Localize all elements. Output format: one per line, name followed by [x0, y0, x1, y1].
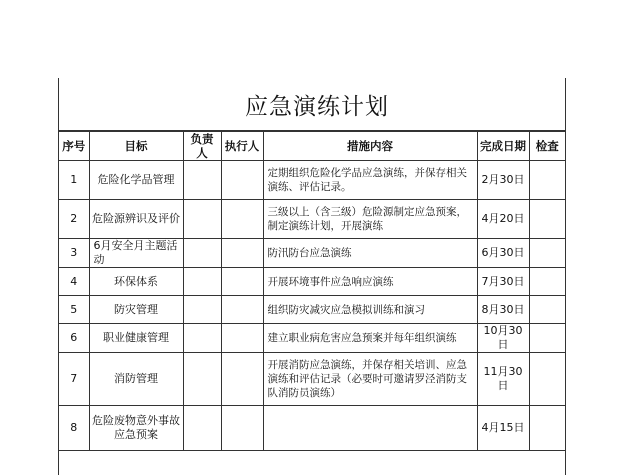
- cell-check[interactable]: [529, 353, 565, 406]
- cell-executor[interactable]: [221, 353, 263, 406]
- cell-executor[interactable]: [221, 268, 263, 296]
- cell-seq: 5: [59, 296, 89, 324]
- cell-executor[interactable]: [221, 324, 263, 353]
- cell-due: 6月30日: [477, 239, 529, 268]
- cell-measures: 开展环境事件应急响应演练: [263, 268, 477, 296]
- table-row: [59, 268, 565, 296]
- table-row: [59, 161, 565, 200]
- cell-seq: 6: [59, 324, 89, 353]
- cell-seq: 2: [59, 200, 89, 239]
- cell-check[interactable]: [529, 406, 565, 451]
- cell-measures: 防汛防台应急演练: [263, 239, 477, 268]
- table-row: [59, 406, 565, 451]
- table-row: [59, 239, 565, 268]
- cell-due: 8月30日: [477, 296, 529, 324]
- cell-check[interactable]: [529, 239, 565, 268]
- cell-owner[interactable]: [183, 406, 221, 451]
- cell-executor[interactable]: [221, 296, 263, 324]
- cell-owner[interactable]: [183, 268, 221, 296]
- cell-check[interactable]: [529, 324, 565, 353]
- cell-due: 10月30日: [477, 324, 529, 353]
- cell-goal: 环保体系: [89, 268, 183, 296]
- cell-check[interactable]: [529, 296, 565, 324]
- table-row: [59, 200, 565, 239]
- header-check: 检查: [529, 132, 565, 161]
- cell-executor[interactable]: [221, 200, 263, 239]
- cell-measures: 组织防灾减灾应急模拟训练和演习: [263, 296, 477, 324]
- cell-owner[interactable]: [183, 200, 221, 239]
- cell-measures: 定期组织危险化学品应急演练，并保存相关演练、评估记录。: [263, 161, 477, 200]
- cell-owner[interactable]: [183, 239, 221, 268]
- cell-goal: 消防管理: [89, 353, 183, 406]
- cell-executor[interactable]: [221, 239, 263, 268]
- cell-owner[interactable]: [183, 324, 221, 353]
- header-measures: 措施内容: [263, 132, 477, 161]
- cell-check[interactable]: [529, 161, 565, 200]
- cell-due: 11月30日: [477, 353, 529, 406]
- cell-check[interactable]: [529, 200, 565, 239]
- table-row: [59, 353, 565, 406]
- cell-measures: 建立职业病危害应急预案并每年组织演练: [263, 324, 477, 353]
- cell-due: 4月15日: [477, 406, 529, 451]
- header-goal: 目标: [89, 132, 183, 161]
- header-owner: 负责人: [183, 132, 221, 161]
- cell-executor[interactable]: [221, 161, 263, 200]
- cell-executor[interactable]: [221, 406, 263, 451]
- cell-goal: 防灾管理: [89, 296, 183, 324]
- cell-seq: 1: [59, 161, 89, 200]
- header-due: 完成日期: [477, 132, 529, 161]
- cell-seq: 4: [59, 268, 89, 296]
- plan-table: [59, 131, 565, 451]
- cell-goal: 危险源辨识及评价: [89, 200, 183, 239]
- cell-owner[interactable]: [183, 296, 221, 324]
- table-row: [59, 324, 565, 353]
- sheet-title: 应急演练计划: [59, 78, 565, 131]
- cell-measures: 开展消防应急演练，并保存相关培训、应急演练和评估记录（必要时可邀请罗泾消防支队消防员演练）: [263, 353, 477, 406]
- table-row: [59, 296, 565, 324]
- cell-due: 7月30日: [477, 268, 529, 296]
- cell-seq: 7: [59, 353, 89, 406]
- cell-owner[interactable]: [183, 161, 221, 200]
- cell-due: 2月30日: [477, 161, 529, 200]
- cell-goal: 危险化学品管理: [89, 161, 183, 200]
- cell-measures: 三级以上（含三级）危险源制定应急预案，制定演练计划，开展演练: [263, 200, 477, 239]
- table-header-row: [59, 132, 565, 161]
- cell-seq: 3: [59, 239, 89, 268]
- cell-goal: 职业健康管理: [89, 324, 183, 353]
- cell-goal: 6月安全月主题活动: [89, 239, 183, 268]
- cell-goal: 危险废物意外事故应急预案: [89, 406, 183, 451]
- cell-measures: [263, 406, 477, 451]
- header-executor: 执行人: [221, 132, 263, 161]
- cell-seq: 8: [59, 406, 89, 451]
- plan-sheet: [58, 78, 566, 475]
- header-seq: 序号: [59, 132, 89, 161]
- cell-check[interactable]: [529, 268, 565, 296]
- cell-due: 4月20日: [477, 200, 529, 239]
- cell-owner[interactable]: [183, 353, 221, 406]
